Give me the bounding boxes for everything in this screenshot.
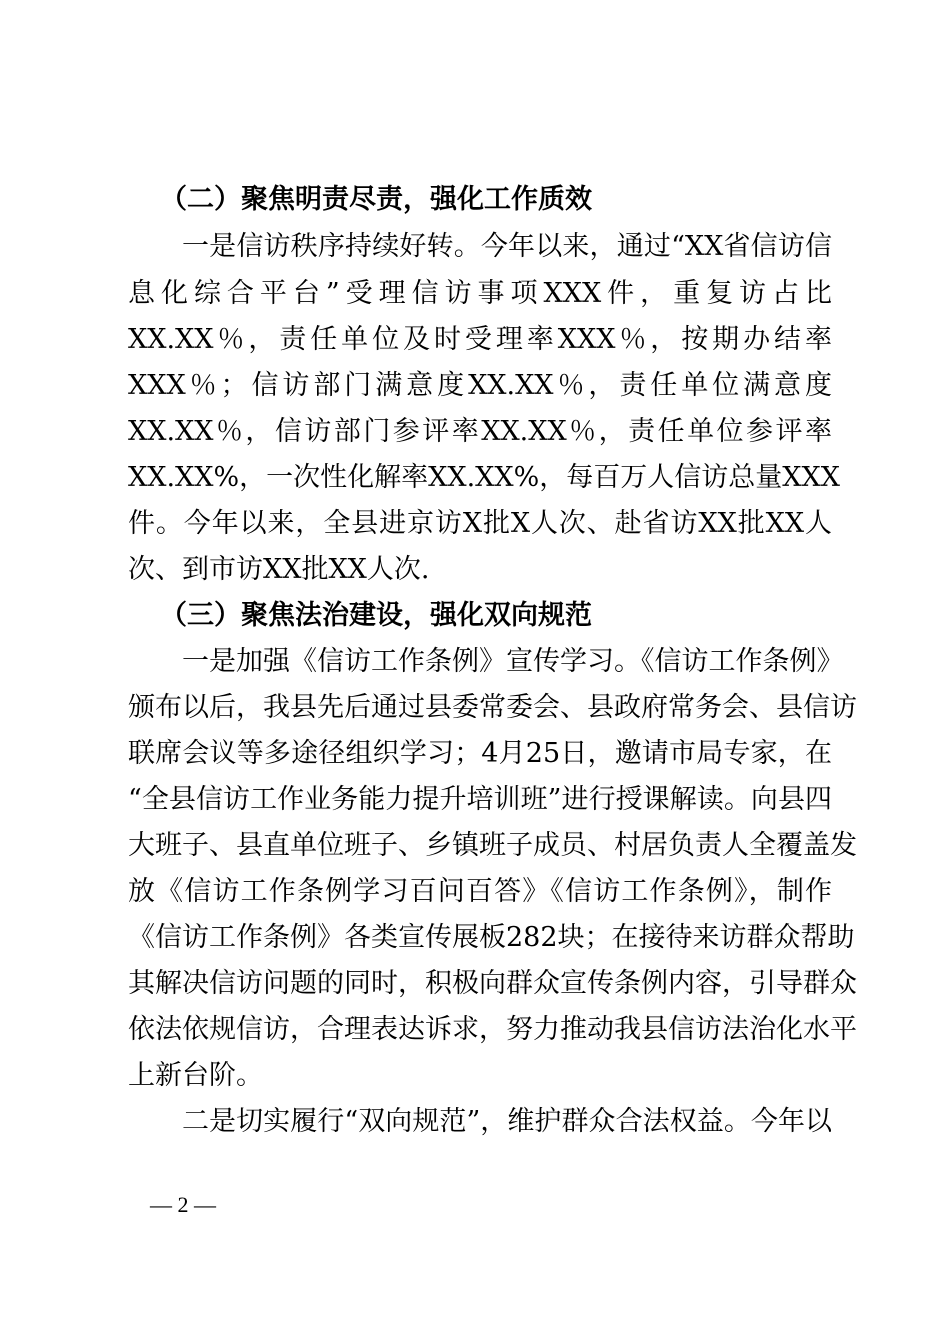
page-number: — 2 — xyxy=(150,1192,216,1217)
paragraph-line: 件。今年以来，全县进京访X批X人次、赴省访XX批XX人 xyxy=(128,508,832,539)
paragraph-line: XXX％；信访部门满意度XX.XX％，责任单位满意度 xyxy=(128,370,832,401)
paragraph-line: 颁布以后，我县先后通过县委常委会、县政府常务会、县信访 xyxy=(128,692,857,723)
section-heading-2: （二）聚焦明责尽责，强化工作质效 xyxy=(160,184,592,215)
paragraph-line: 其解决信访问题的同时，积极向群众宣传条例内容，引导群众 xyxy=(128,968,857,999)
section-heading-3: （三）聚焦法治建设，强化双向规范 xyxy=(160,600,592,631)
paragraph-line: 息化综合平台”受理信访事项XXX件，重复访占比 xyxy=(128,278,832,309)
paragraph-line: 放《信访工作条例学习百问百答》《信访工作条例》，制作 xyxy=(128,876,832,907)
paragraph-line: 二是切实履行“双向规范”，维护群众合法权益。今年以 xyxy=(182,1106,832,1137)
paragraph-line: 上新台阶。 xyxy=(128,1060,263,1091)
paragraph-line: XX.XX％，信访部门参评率XX.XX％，责任单位参评率 xyxy=(128,416,832,447)
paragraph-line: 一是信访秩序持续好转。今年以来，通过“XX省信访信 xyxy=(182,231,832,262)
paragraph-line: 联席会议等多途径组织学习；4月25日，邀请市局专家，在 xyxy=(128,738,832,769)
paragraph-line: 依法依规信访，合理表达诉求，努力推动我县信访法治化水平 xyxy=(128,1014,857,1045)
paragraph-line: 一是加强《信访工作条例》宣传学习。《信访工作条例》 xyxy=(182,646,844,677)
paragraph-line: 次、到市访XX批XX人次. xyxy=(128,554,430,585)
paragraph-line: 《信访工作条例》各类宣传展板282块；在接待来访群众帮助 xyxy=(128,922,855,953)
paragraph-line: 大班子、县直单位班子、乡镇班子成员、村居负责人全覆盖发 xyxy=(128,830,857,861)
paragraph-line: “全县信访工作业务能力提升培训班”进行授课解读。向县四 xyxy=(128,784,832,815)
paragraph-line: XX.XX％，责任单位及时受理率XXX％，按期办结率 xyxy=(128,324,832,355)
paragraph-line: XX.XX%，一次性化解率XX.XX%，每百万人信访总量XXX xyxy=(128,462,840,493)
